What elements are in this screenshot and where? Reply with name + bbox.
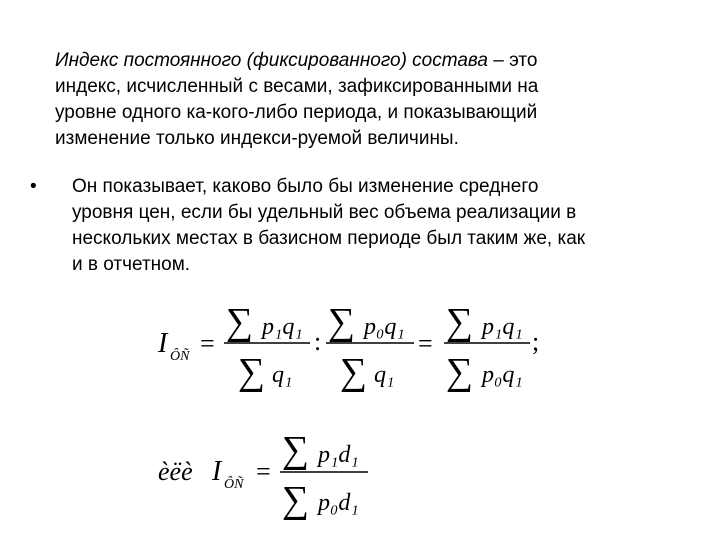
formula-prefix: èëè [158, 457, 193, 486]
fraction-denominator: q₁ [374, 362, 395, 388]
sum-sign: ∑ [226, 301, 254, 343]
fraction-denominator: p₀q₁ [482, 362, 523, 388]
sum-sign: ∑ [340, 351, 368, 393]
sum-sign: ∑ [446, 351, 474, 393]
equals-sign: = [418, 329, 433, 358]
sum-sign: ∑ [446, 301, 474, 343]
semicolon-sign: ; [532, 327, 540, 356]
bullet-line-3: нескольких местах в базисном периоде был таким же, как [72, 228, 586, 249]
bullet-marker: • [30, 176, 37, 197]
bullet-line-1: Он показывает, каково было бы изменение среднего [72, 176, 539, 197]
sum-sign: ∑ [282, 429, 310, 471]
definition-line-3: уровне одного ка-кого-либо периода, и показывающий [55, 102, 538, 123]
sum-sign: ∑ [328, 301, 356, 343]
definition-term: Индекс постоянного (фиксированного) состава [55, 50, 488, 71]
bullet-line-4: и в отчетном. [72, 254, 191, 275]
fraction-numerator: p₁q₁ [262, 314, 303, 340]
definition-line-4: изменение только индекси-руемой величины. [55, 128, 459, 149]
fraction-numerator: p₁q₁ [482, 314, 523, 340]
equals-sign: = [256, 457, 271, 486]
sum-sign: ∑ [238, 351, 266, 393]
fraction-denominator: q₁ [272, 362, 293, 388]
equals-sign: = [200, 329, 215, 358]
formula-1 [157, 301, 539, 393]
definition-text-1: – это [487, 50, 538, 71]
index-symbol: I [212, 456, 222, 487]
index-subscript: ÔÑ [170, 349, 190, 364]
index-symbol: I [158, 328, 168, 359]
colon-sign: : [314, 327, 322, 356]
sum-sign: ∑ [282, 479, 310, 521]
formula-2 [158, 429, 368, 521]
index-subscript: ÔÑ [224, 477, 244, 492]
definition-line-2: индекс, исчисленный с весами, зафиксированными на [55, 76, 539, 97]
bullet-line-2: уровня цен, если бы удельный вес объема реализации в [72, 202, 577, 223]
fraction-numerator: p₁d₁ [318, 442, 359, 468]
fraction-numerator: p₀q₁ [364, 314, 405, 340]
fraction-denominator: p₀d₁ [318, 490, 359, 516]
